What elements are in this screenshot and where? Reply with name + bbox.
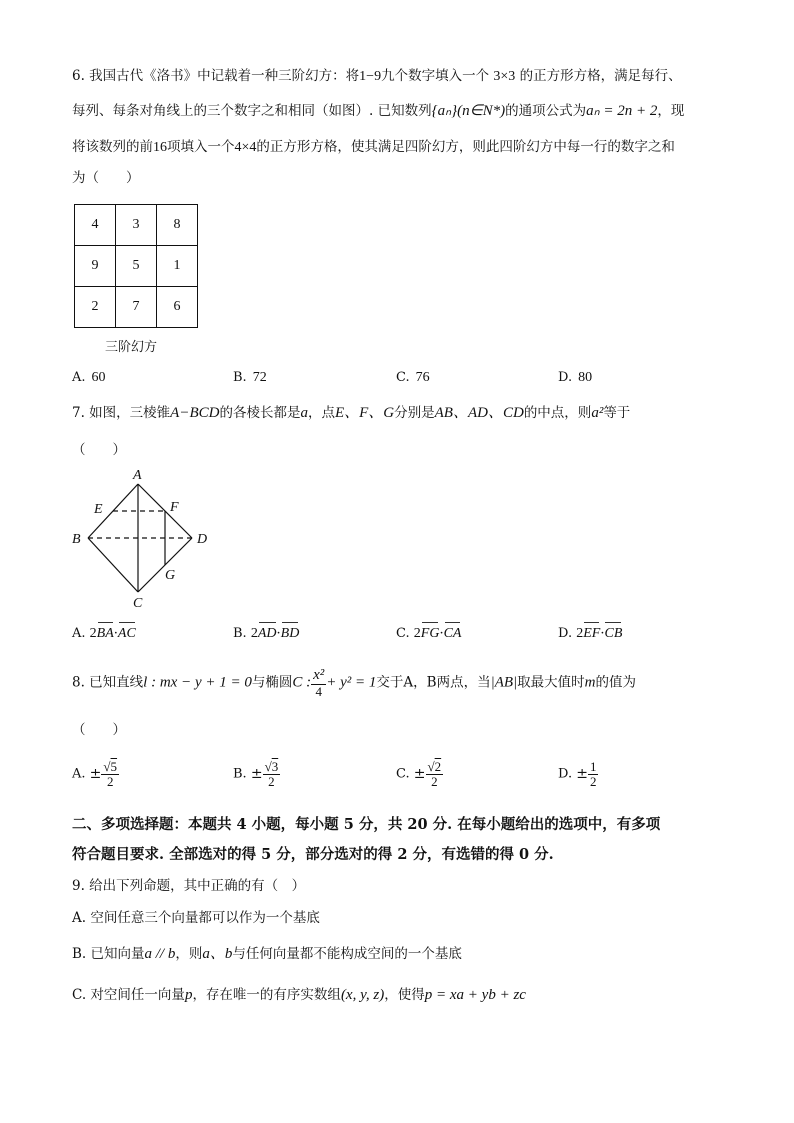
option-sign: ± <box>89 766 102 783</box>
q8-line2: （ ） <box>72 722 126 738</box>
label-c: C <box>133 596 143 611</box>
table-cell: 8 <box>157 205 198 246</box>
q8-text: 与椭圆 <box>251 674 293 691</box>
option-fraction: $\frac{√2}{2}$ <box>427 759 442 789</box>
q8-option-d[interactable] <box>558 760 598 788</box>
edge-bc <box>88 538 138 592</box>
label-d: D <box>197 532 208 547</box>
option-value: 76 <box>415 370 430 385</box>
q7-line1 <box>72 406 732 421</box>
q9-text: ，使得 <box>384 987 425 1003</box>
q6-text: 将该数列的前 <box>72 139 153 155</box>
option-fraction: $\frac{√3}{2}$ <box>264 759 279 789</box>
option-letter: C. <box>396 370 410 385</box>
option-coef: 2 <box>89 626 97 641</box>
option-letter: A. <box>72 626 86 641</box>
label-b: B <box>72 532 81 547</box>
q6-line4 <box>72 172 732 186</box>
q8-text: 的值为 <box>595 674 637 691</box>
option-letter: A. <box>72 370 86 385</box>
q6-text: 的正方形方格，使其满足四阶幻方，则此四阶幻方中每一行的数字之和 <box>256 139 675 155</box>
q9-stem: 9. 给出下列命题，其中正确的有（ ） <box>72 878 306 894</box>
q9-option-c[interactable] <box>72 988 732 1003</box>
fraction-denominator: 2 <box>589 773 597 789</box>
vector: BD <box>280 626 300 641</box>
q7-text: ，点 <box>307 405 335 421</box>
option-fraction: $\frac{√5}{2}$ <box>103 759 118 789</box>
q6-text: 的正方形方格，满足每行、 <box>519 68 682 84</box>
q8-m-var: m <box>584 674 596 691</box>
q8-ellipse-label: C : <box>292 674 312 691</box>
fraction-denominator: 2 <box>106 773 114 789</box>
q6-option-b[interactable] <box>233 370 267 386</box>
vector: CB <box>604 626 623 641</box>
q8-option-c[interactable] <box>396 760 443 788</box>
table-row <box>75 205 198 246</box>
fraction-numerator: x² <box>313 667 325 683</box>
q7-text: 的中点，则 <box>523 405 592 421</box>
option-value: 72 <box>252 370 267 385</box>
q8-option-b[interactable] <box>233 760 280 788</box>
q7-option-c[interactable]: C. 2FG·CA <box>396 626 462 641</box>
table-cell: 3 <box>116 205 157 246</box>
option-letter: A. <box>72 766 86 782</box>
label-f: F <box>170 500 179 515</box>
q8-chord-length: |AB| <box>490 674 518 691</box>
q7-text: 7. 如图，三棱锥 <box>72 405 171 421</box>
q6-line2 <box>72 104 732 119</box>
q9-text: ，存在唯一的有序实数组 <box>192 987 341 1003</box>
radicand: 2 <box>434 759 442 774</box>
radicand: 3 <box>271 759 279 774</box>
q8-line-eq: l : mx − y + 1 = 0 <box>143 674 252 691</box>
option-letter: C. <box>396 626 410 641</box>
vector: AC <box>117 626 136 641</box>
option-letter: C. <box>396 766 410 782</box>
q7-option-d[interactable]: D. 2EF·CB <box>558 626 623 641</box>
radicand: 5 <box>110 759 118 774</box>
option-sign: ± <box>250 766 263 783</box>
q7-line2: （ ） <box>72 442 126 458</box>
q6-line3 <box>72 141 732 155</box>
q9-parallel: a // b <box>144 946 176 962</box>
q7-text: 的各棱长都是 <box>219 405 301 421</box>
q7-segments: AB、AD、CD <box>434 405 524 421</box>
label-g: G <box>165 568 176 583</box>
q6-text: 6. 我国古代《洛书》中记载着一种三阶幻方：将 <box>72 68 360 84</box>
magic-square-caption: 三阶幻方 <box>105 340 158 355</box>
q7-text: 等于 <box>603 405 631 421</box>
option-letter: B. <box>233 626 247 641</box>
q6-count: 16 <box>153 140 167 155</box>
vector: EF <box>583 626 601 641</box>
fraction-denominator: 4 <box>315 683 322 699</box>
q8-ellipse-fraction <box>311 668 326 698</box>
q7-edge-var: a <box>300 405 308 421</box>
option-fraction <box>588 760 599 788</box>
option-value: 80 <box>578 370 593 385</box>
q8-ellipse-eq: + y² = 1 <box>326 674 377 691</box>
table-row <box>75 246 198 287</box>
q7-points: E、F、G <box>334 405 395 421</box>
q7-a-squared: a² <box>591 405 604 421</box>
option-letter: D. <box>558 370 573 385</box>
q9-option-a[interactable]: A. 空间任意三个向量都可以作为一个基底 <box>72 910 320 926</box>
q6-text: 九个数字填入一个 <box>381 68 490 84</box>
q7-text: 分别是 <box>394 405 435 421</box>
table-cell: 7 <box>116 287 157 328</box>
q6-option-d[interactable] <box>558 370 592 386</box>
q6-text: 的通项公式为 <box>505 103 587 119</box>
q6-text: 项填入一个 <box>167 139 235 155</box>
tetrahedron-figure <box>66 462 216 612</box>
q6-line1 <box>72 70 732 84</box>
option-value: 60 <box>91 370 106 385</box>
q9-formula: p = xa + yb + zc <box>424 987 526 1003</box>
vector: CA <box>443 626 462 641</box>
q8-text: 8. 已知直线 <box>72 674 144 691</box>
option-letter: D. <box>558 766 573 782</box>
label-a: A <box>133 468 142 483</box>
section-heading: 二、多项选择题：本题共 4 小题，每小题 5 分，共 20 分. 在每小题给出的选项中，有多项 <box>72 816 661 833</box>
q9-text: ，则 <box>175 946 203 962</box>
label-e: E <box>94 502 103 517</box>
table-cell: 6 <box>157 287 198 328</box>
q9-option-b[interactable] <box>72 947 732 962</box>
q6-text: 每列、每条对角线上的三个数字之和相同（如图）. 已知数列 <box>72 103 432 119</box>
table-cell: 9 <box>75 246 116 287</box>
q7-option-a[interactable]: A. 2BA·AC <box>72 626 136 641</box>
option-sign: ± <box>576 766 588 783</box>
q9-tuple: (x, y, z) <box>340 987 385 1003</box>
q7-option-b[interactable]: B. 2AD·BD <box>233 626 300 641</box>
q6-sequence: {aₙ}(n∈N*) <box>431 103 506 119</box>
option-letter: B. <box>233 370 247 385</box>
table-row <box>75 287 198 328</box>
table-cell: 1 <box>157 246 198 287</box>
option-coef: 2 <box>413 626 421 641</box>
q6-formula: aₙ = 2n + 2 <box>586 103 658 119</box>
fraction-denominator: 2 <box>431 773 438 789</box>
option-letter: B. <box>233 766 247 782</box>
q6-text: ，现 <box>657 103 685 119</box>
vector: AD <box>257 626 277 641</box>
q9-text: B. 已知向量 <box>72 946 145 962</box>
option-letter: D. <box>558 626 573 641</box>
q8-line1 <box>72 668 732 698</box>
q6-option-c[interactable] <box>396 370 430 386</box>
q9-vectors: a、b <box>202 946 233 962</box>
q8-option-a[interactable] <box>72 760 119 788</box>
vector: BA <box>96 626 114 641</box>
q6-size: 4×4 <box>234 140 257 155</box>
q9-text: 与任何向量都不能构成空间的一个基底 <box>232 946 462 962</box>
section-heading: 符合题目要求. 全部选对的得 5 分，部分选对的得 2 分，有选错的得 0 分. <box>72 846 554 863</box>
q9-text: C. 对空间任一向量 <box>72 987 185 1003</box>
q8-text: 取最大值时 <box>517 674 585 691</box>
option-sign: ± <box>413 766 426 783</box>
option-coef: 2 <box>250 626 258 641</box>
q6-option-a[interactable] <box>72 370 106 386</box>
q7-tetrahedron: A−BCD <box>170 405 220 421</box>
magic-square-table <box>74 204 198 328</box>
table-cell: 5 <box>116 246 157 287</box>
fraction-numerator: 1 <box>589 759 597 774</box>
q6-range: 1−9 <box>359 69 382 84</box>
vector: FG <box>420 626 440 641</box>
table-cell: 2 <box>75 287 116 328</box>
table-cell: 4 <box>75 205 116 246</box>
q6-answer-blank: 为（ ） <box>72 170 140 186</box>
fraction-denominator: 2 <box>268 773 275 789</box>
q6-size: 3×3 <box>493 69 516 84</box>
q8-text: 交于A，B两点，当 <box>376 674 491 691</box>
q9-vector-p: p <box>184 987 193 1003</box>
option-coef: 2 <box>576 626 584 641</box>
